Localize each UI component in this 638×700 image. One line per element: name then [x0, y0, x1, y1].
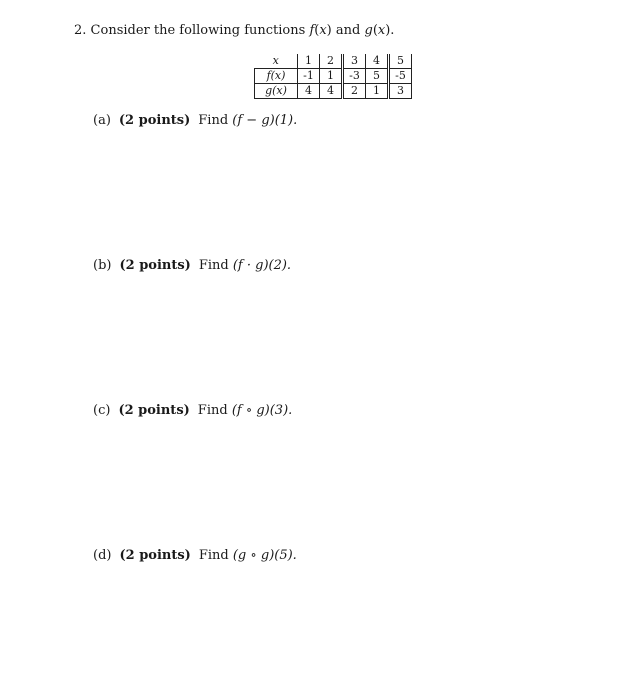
part-label: (b) — [93, 258, 112, 273]
part-points: (2 points) — [118, 113, 191, 128]
table-cell: 5 — [389, 54, 412, 69]
table-cell: -1 — [298, 69, 320, 84]
part-points: (2 points) — [119, 548, 191, 563]
part-label: (d) — [93, 548, 112, 563]
table-cell: 4 — [320, 84, 343, 99]
part-a — [93, 112, 297, 130]
part-label: (c) — [93, 403, 111, 418]
f-var: x — [319, 23, 327, 38]
table-header-x: x — [255, 54, 298, 69]
part-expression: (g ∘ g)(5). — [232, 548, 297, 563]
table-cell: 1 — [366, 84, 389, 99]
part-find: Find — [198, 258, 229, 273]
table-cell: 5 — [366, 69, 389, 84]
table-cell: -3 — [343, 69, 366, 84]
f-name: f — [309, 23, 315, 38]
problem-number: 2. — [74, 23, 87, 38]
part-find: Find — [198, 113, 229, 128]
and-word: and — [335, 23, 361, 38]
table-row-x — [255, 54, 412, 69]
part-find: Find — [198, 548, 229, 563]
part-label: (a) — [93, 113, 111, 128]
part-expression: (f ∘ g)(3). — [231, 403, 293, 418]
table-cell: 4 — [298, 84, 320, 99]
table-cell: 1 — [320, 69, 343, 84]
g-var: x — [377, 23, 386, 38]
table-header-g: g(x) — [255, 84, 298, 99]
part-b — [93, 257, 291, 275]
table-cell: -5 — [389, 69, 412, 84]
table-row-g — [255, 84, 412, 99]
part-d — [93, 547, 297, 565]
g-name: g — [364, 23, 373, 38]
table-row-f — [255, 69, 412, 84]
part-expression: (f · g)(2). — [232, 258, 292, 273]
part-c — [93, 402, 292, 420]
part-points: (2 points) — [118, 403, 190, 418]
table-cell: 2 — [320, 54, 343, 69]
function-table — [254, 54, 412, 99]
table-cell: 2 — [343, 84, 366, 99]
part-find: Find — [197, 403, 228, 418]
part-expression: (f − g)(1). — [232, 113, 298, 128]
table-cell: 1 — [298, 54, 320, 69]
part-points: (2 points) — [119, 258, 191, 273]
table-cell: 3 — [389, 84, 412, 99]
table-cell: 3 — [343, 54, 366, 69]
table-cell: 4 — [366, 54, 389, 69]
problem-statement: 2. Consider the following functions f(x) and g(x). — [74, 23, 395, 38]
table-header-f: f(x) — [255, 69, 298, 84]
problem-intro: Consider the following functions — [90, 23, 306, 38]
